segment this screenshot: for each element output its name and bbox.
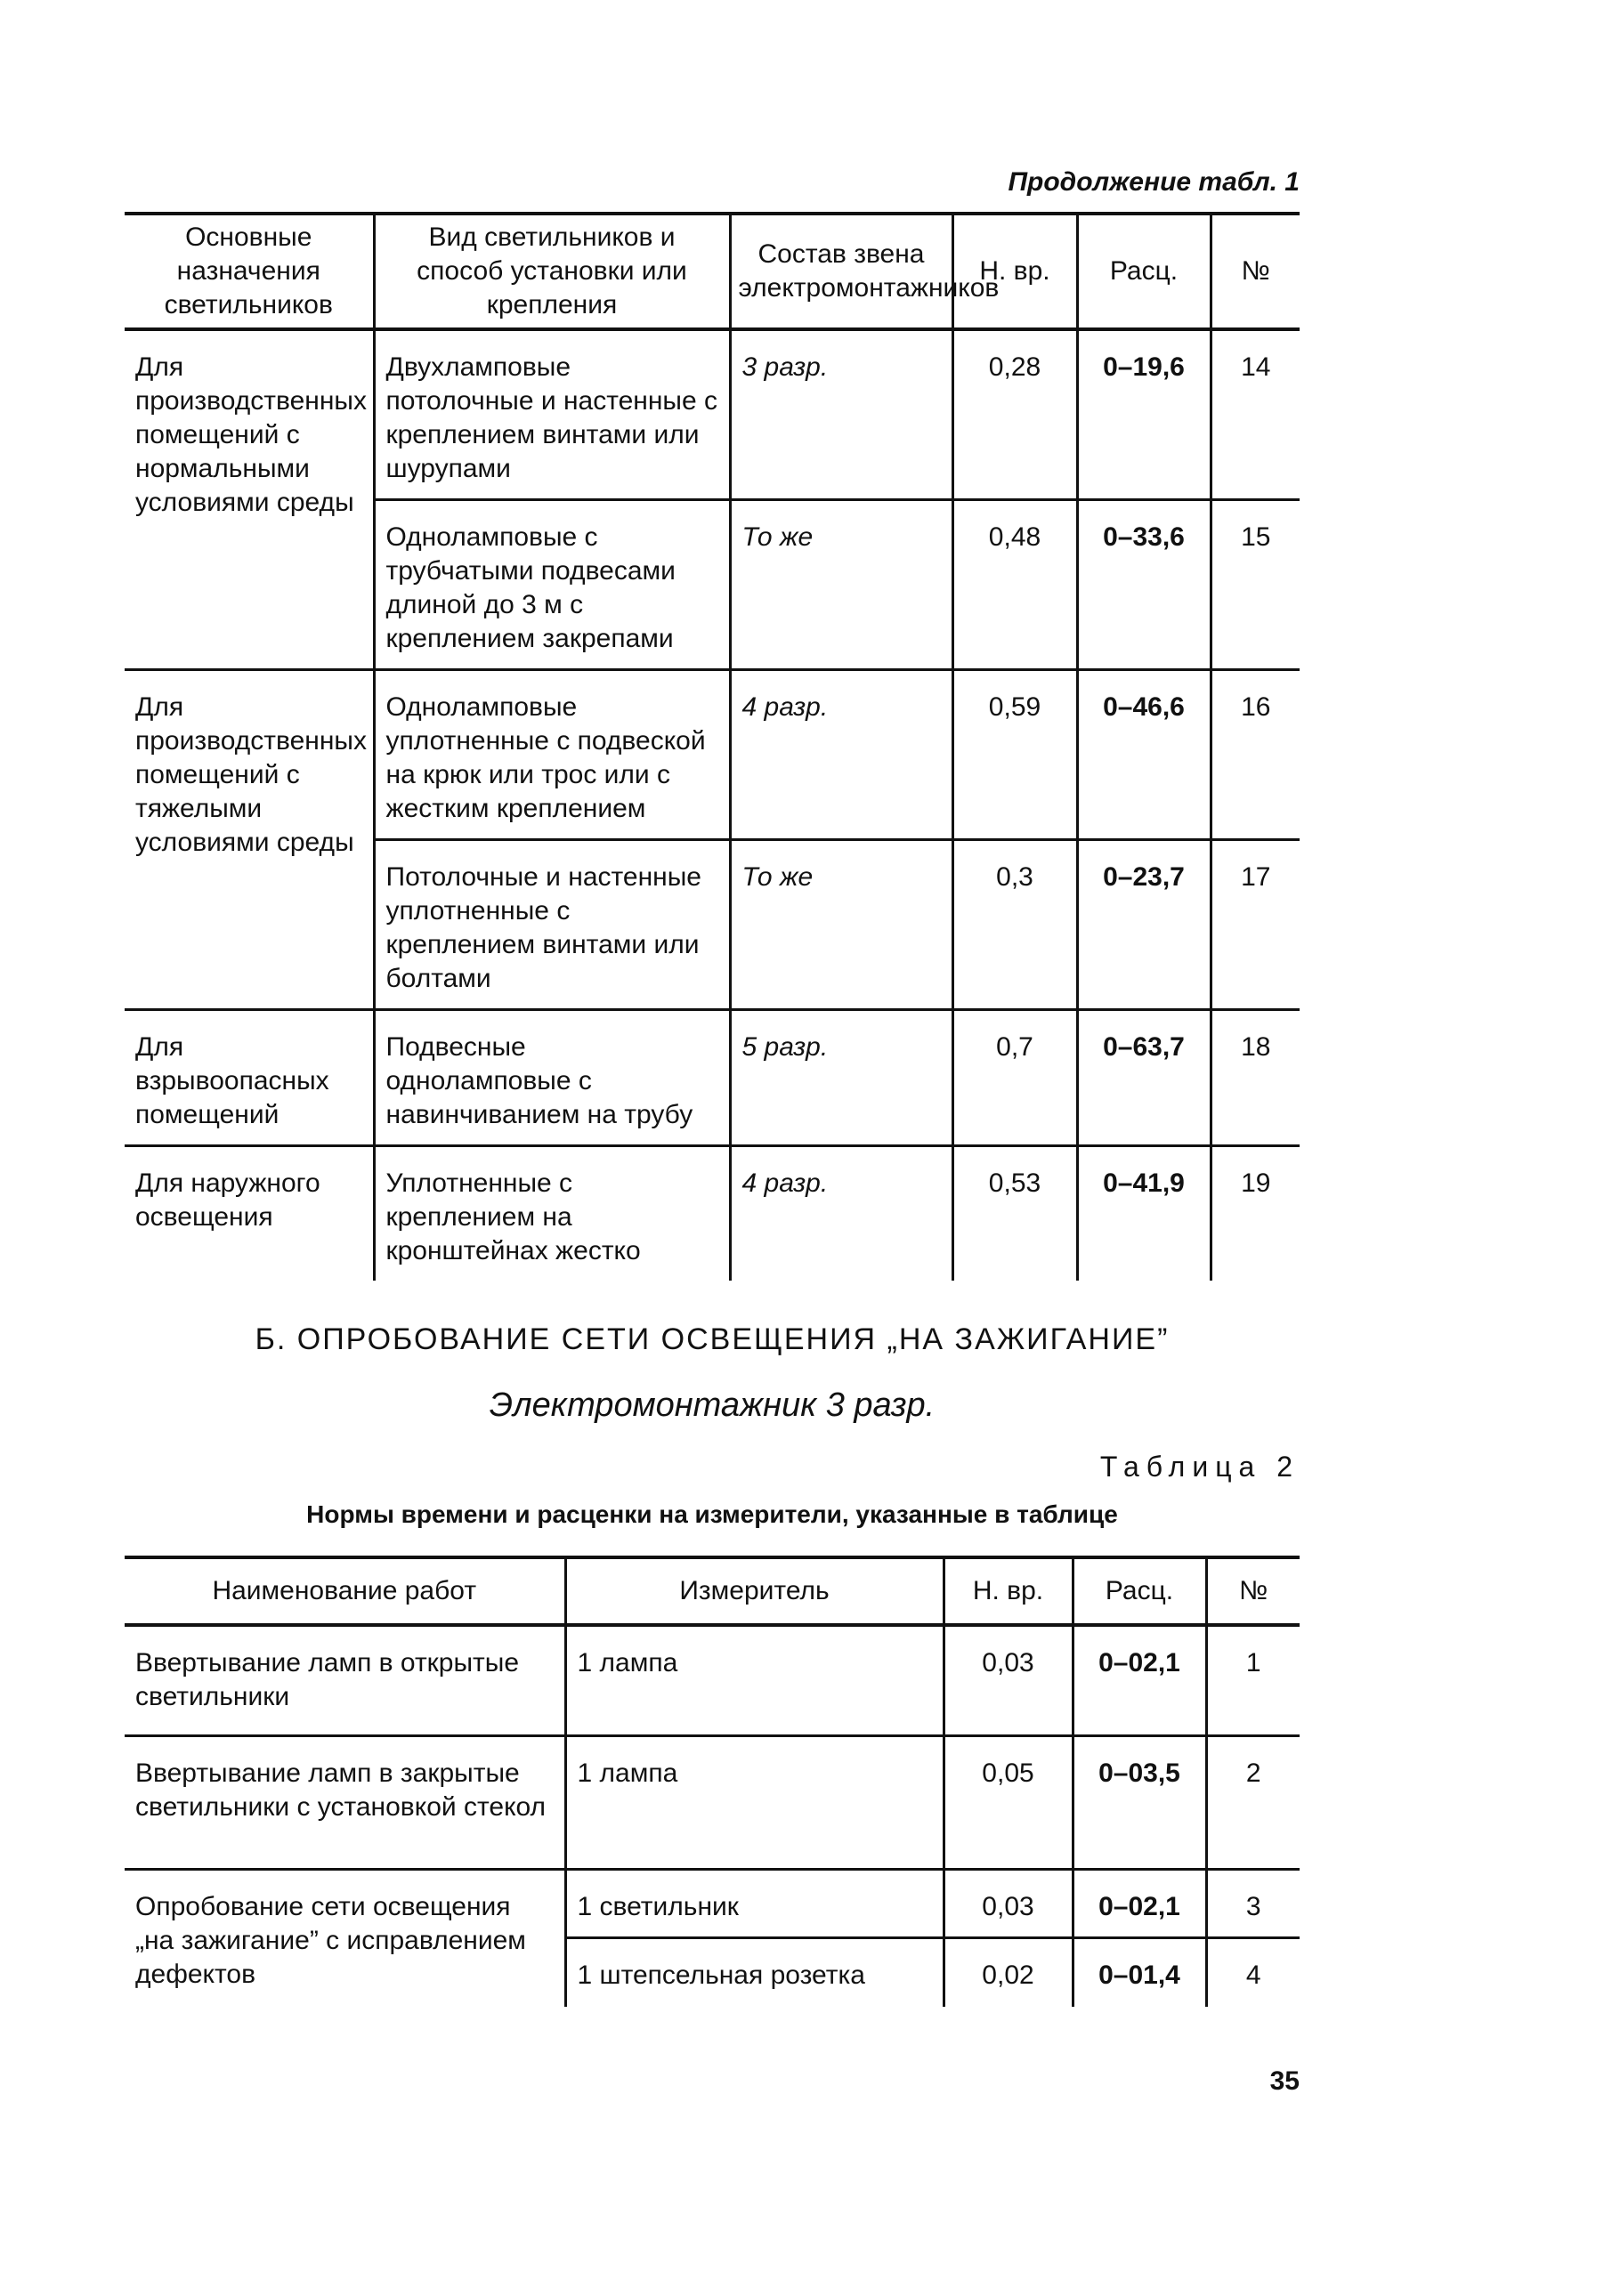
purpose-cell: Для производственных помещений с тяжелыми условиями среды — [125, 670, 374, 1010]
crew-cell: 5 разр. — [730, 1010, 952, 1146]
table-row — [125, 329, 1300, 500]
type-cell: Уплотненные с креплением на кронштейнах жестко — [374, 1146, 730, 1281]
crew-cell: То же — [730, 500, 952, 670]
unit-cell: 1 лампа — [565, 1625, 944, 1735]
norm-cell: 0,28 — [952, 329, 1077, 500]
purpose-cell: Для производственных помещений с нормальными условиями среды — [125, 329, 374, 670]
header-norm: Н. вр. — [952, 214, 1077, 329]
price-cell: 0–33,6 — [1077, 500, 1211, 670]
table-1 — [125, 212, 1300, 1281]
number-cell: 14 — [1211, 329, 1300, 500]
header-norm: Н. вр. — [944, 1557, 1073, 1625]
type-cell: Одноламповые уплотненные с подвеской на крюк или трос или с жестким креплением — [374, 670, 730, 840]
table-row — [125, 670, 1300, 840]
table-2-header — [125, 1557, 1300, 1625]
table-row — [125, 1869, 1300, 1937]
norm-cell: 0,02 — [944, 1937, 1073, 2007]
work-cell: Опробование сети освещения „на зажигание” с исправлением дефектов — [125, 1869, 565, 2007]
number-cell: 15 — [1211, 500, 1300, 670]
header-price: Расц. — [1073, 1557, 1206, 1625]
number-cell: 3 — [1206, 1869, 1300, 1937]
norm-cell: 0,03 — [944, 1625, 1073, 1735]
norm-cell: 0,7 — [952, 1010, 1077, 1146]
price-cell: 0–01,4 — [1073, 1937, 1206, 2007]
header-type: Вид светильников и способ установки или крепления — [374, 214, 730, 329]
page-number: 35 — [1269, 2066, 1300, 2096]
number-cell: 2 — [1206, 1735, 1300, 1869]
price-cell: 0–41,9 — [1077, 1146, 1211, 1281]
crew-cell: 3 разр. — [730, 329, 952, 500]
norm-cell: 0,3 — [952, 840, 1077, 1010]
price-cell: 0–02,1 — [1073, 1869, 1206, 1937]
purpose-cell: Для взрывоопасных помещений — [125, 1010, 374, 1146]
header-work: Наименование работ — [125, 1557, 565, 1625]
norm-cell: 0,53 — [952, 1146, 1077, 1281]
crew-cell: 4 разр. — [730, 1146, 952, 1281]
type-cell: Одноламповые с трубчатыми подвесами длиной до 3 м с креплением закрепами — [374, 500, 730, 670]
number-cell: 4 — [1206, 1937, 1300, 2007]
unit-cell: 1 штепсельная розетка — [565, 1937, 944, 2007]
header-crew: Состав звена электромонтажников — [730, 214, 952, 329]
number-cell: 19 — [1211, 1146, 1300, 1281]
unit-cell: 1 лампа — [565, 1735, 944, 1869]
unit-cell: 1 светильник — [565, 1869, 944, 1937]
norm-cell: 0,03 — [944, 1869, 1073, 1937]
price-cell: 0–46,6 — [1077, 670, 1211, 840]
header-number: № — [1206, 1557, 1300, 1625]
crew-cell: То же — [730, 840, 952, 1010]
price-cell: 0–23,7 — [1077, 840, 1211, 1010]
price-cell: 0–02,1 — [1073, 1625, 1206, 1735]
table-row — [125, 1735, 1300, 1869]
type-cell: Подвесные одноламповые с навинчиванием на трубу — [374, 1010, 730, 1146]
purpose-cell: Для наружного освещения — [125, 1146, 374, 1281]
continuation-label: Продолжение табл. 1 — [1008, 167, 1300, 197]
number-cell: 1 — [1206, 1625, 1300, 1735]
number-cell: 18 — [1211, 1010, 1300, 1146]
norm-cell: 0,59 — [952, 670, 1077, 840]
norm-cell: 0,05 — [944, 1735, 1073, 1869]
header-price: Расц. — [1077, 214, 1211, 329]
work-cell: Ввертывание ламп в открытые светильники — [125, 1625, 565, 1735]
table-2-label: Таблица 2 — [1099, 1451, 1300, 1483]
table-2 — [125, 1556, 1300, 2007]
table-2-caption: Нормы времени и расценки на измерители, указанные в таблице — [306, 1500, 1118, 1528]
crew-cell: 4 разр. — [730, 670, 952, 840]
table-row — [125, 1010, 1300, 1146]
price-cell: 0–63,7 — [1077, 1010, 1211, 1146]
header-purpose: Основные назначения светильников — [125, 214, 374, 329]
header-number: № — [1211, 214, 1300, 329]
section-subtitle: Электромонтажник 3 разр. — [489, 1386, 936, 1424]
table-row — [125, 1146, 1300, 1281]
table-row — [125, 1625, 1300, 1735]
type-cell: Потолочные и настенные уплотненные с креплением винтами или болтами — [374, 840, 730, 1010]
type-cell: Двухламповые потолочные и настенные с креплением винтами или шурупами — [374, 329, 730, 500]
number-cell: 17 — [1211, 840, 1300, 1010]
price-cell: 0–03,5 — [1073, 1735, 1206, 1869]
price-cell: 0–19,6 — [1077, 329, 1211, 500]
header-unit: Измеритель — [565, 1557, 944, 1625]
table-1-header — [125, 214, 1300, 329]
norm-cell: 0,48 — [952, 500, 1077, 670]
number-cell: 16 — [1211, 670, 1300, 840]
section-title: Б. ОПРОБОВАНИЕ СЕТИ ОСВЕЩЕНИЯ „НА ЗАЖИГАНИЕ” — [255, 1322, 1170, 1356]
work-cell: Ввертывание ламп в закрытые светильники с установкой стекол — [125, 1735, 565, 1869]
